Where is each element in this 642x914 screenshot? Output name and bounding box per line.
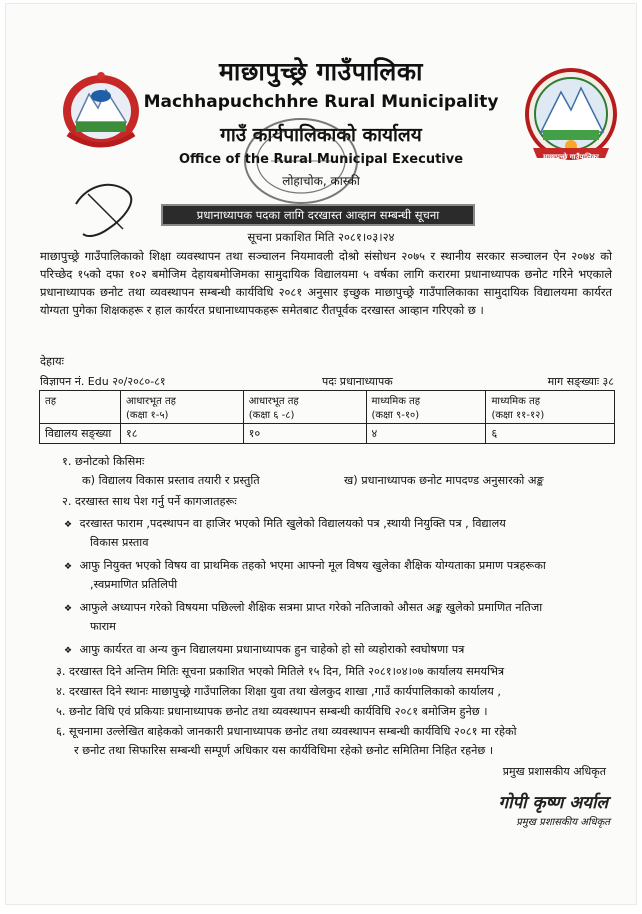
- table-row-label: विद्यालय सङ्ख्या: [40, 424, 121, 444]
- school-level-table: [39, 390, 615, 444]
- intro-paragraph: माछापुच्छ्रे गाउँपालिकाको शिक्षा व्यवस्थापन तथा सञ्चालन नियमावली दोश्रो संसोधन २०७५ र स्थानीय सरकार सञ्चालन ऐन २०७४ को परिच्छेद १५को दफा १०२ बमोजिम देहायबमोजिमका सामुदायिक विद्यालयमा ५ वर्षका लागि करारमा प्रधानाध्यापक छनोट गरिने भएकाले प्रधानाध्यापक छनोट तथा व्यवस्थापन सम्बन्धी कार्यविधि २०८१ अनुसार इच्छुक माछापुच्छ्रे गाउँपालिकाका सामुदायिक विद्यालयमा कार्यरत योग्यता पुगेका शिक्षकहरू र हाल कार्यरत प्रधानाध्यापकहरू समेतबाट रीतपूर्वक दरखास्त आव्हान गरिएको छ ।: [40, 249, 612, 317]
- list-item: ❖ आफु कार्यरत वा अन्य कुन विद्यालयमा प्रधानाध्यापक हुन चाहेको हो सो व्यहोराको स्वघोषणा पत्र: [64, 643, 465, 656]
- en-title: Machhapuchchhre Rural Municipality: [143, 92, 499, 112]
- list-item: ५. छनोट विधि एवं प्रकियाः प्रधानाध्यापक छनोट तथा व्यवस्थापन सम्बन्धी कार्यविधि २०८१ बमोजिम हुनेछ ।: [56, 705, 488, 718]
- signatory-title: प्रमुख प्रशासकीय अधिकृत: [502, 765, 606, 778]
- bullet-icon: ❖: [64, 604, 73, 614]
- en-office-title: Office of the Rural Municipal Executive: [178, 152, 464, 167]
- dehaya-label: देहायः: [40, 354, 64, 368]
- list-item: ❖ दरखास्त फाराम ,पदस्थापन वा हाजिर भएको मिति खुलेको विद्यालयको पत्र ,स्थायी नियुक्ति पत्र , विद्यालय: [64, 517, 506, 530]
- signatory-subtitle: प्रमुख प्रशासकीय अधिकृत: [516, 817, 610, 828]
- table-header-row: [40, 391, 615, 424]
- list-item: विकास प्रस्ताव: [90, 536, 149, 549]
- table-cell: ४: [366, 424, 486, 444]
- list-item: ❖ आफुले अध्यापन गरेको विषयमा पछिल्लो शैक्षिक सत्रमा प्राप्त गरेको नतिजाको औसत अङ्क खुलेको प्रमाणित नतिजा: [64, 601, 543, 614]
- notice-page: [6, 4, 636, 904]
- published-date: सूचना प्रकाशित मिति २०८१।०३।२४: [247, 230, 395, 244]
- list-item: फाराम: [90, 620, 116, 633]
- table-header-cell: माध्यमिक तह (कक्षा ११-१२): [486, 391, 615, 424]
- table-row: [40, 424, 615, 444]
- table-header-cell: आधारभूत तह (कक्षा ६ -८): [243, 391, 366, 424]
- list-item: ख) प्रधानाध्यापक छनोट मापदण्ड अनुसारको अङ्क: [344, 474, 544, 487]
- signatory-name: गोपी कृष्ण अर्याल: [498, 793, 608, 813]
- municipality-logo-caption: माछापुच्छ्रे गाउँपालिका: [543, 153, 599, 161]
- list-item: १. छनोटको किसिमः: [62, 455, 145, 468]
- advert-number: विज्ञापन नं. Edu २०/२०८०-८१: [40, 375, 166, 388]
- office-stamp-icon: [241, 114, 361, 209]
- advert-post: पदः प्रधानाध्यापक: [322, 375, 393, 388]
- table-header-cell: तह: [40, 391, 121, 424]
- bullet-icon: ❖: [64, 520, 73, 530]
- list-item: ,स्वप्रमाणित प्रतिलिपी: [90, 578, 178, 591]
- bullet-icon: ❖: [64, 562, 73, 572]
- table-cell: १०: [243, 424, 366, 444]
- list-item: ६. सूचनामा उल्लेखित बाहेकको जानकारी प्रधानाध्यापक छनोट तथा व्यवस्थापन सम्बन्धी कार्यविधि २०८१ मा रहेको: [56, 725, 517, 738]
- table-cell: ६: [486, 424, 615, 444]
- signature-block: [446, 764, 616, 854]
- list-item: २. दरखास्त साथ पेश गर्नु पर्ने कागजातहरूः: [62, 495, 237, 508]
- list-item: क) विद्यालय विकास प्रस्ताव तयारी र प्रस्तुति: [82, 474, 260, 487]
- table-header-cell: माध्यमिक तह (कक्षा ९-१०): [366, 391, 486, 424]
- np-title: माछापुच्छ्रे गाउँपालिका: [218, 57, 424, 86]
- address: लोहाचोक, कास्की: [282, 174, 360, 188]
- np-office-title: गाउँ कार्यपालिकाको कार्यालय: [220, 124, 422, 146]
- notice-title: प्रधानाध्यापक पदका लागि दरखास्त आव्हान सम्बन्धी सूचना: [161, 204, 475, 226]
- list-item: र छनोट तथा सिफारिस सम्बन्धी सम्पूर्ण अधिकार यस कार्यविधिमा रहेको छनोट समितिमा निहित रहनेछ ।: [74, 744, 494, 757]
- list-item: ४. दरखास्त दिने स्थानः माछापुच्छ्रे गाउँपालिका शिक्षा युवा तथा खेलकुद शाखा ,गाउँ कार्यपालिकाको कार्यालय ,: [56, 685, 502, 698]
- list-item: ❖ आफु नियुक्त भएको विषय वा प्राथमिक तहको भएमा आफ्नो मूल विषय खुलेका शैक्षिक योग्यताका प्रमाण पत्रहरूका: [64, 559, 546, 572]
- list-item: ३. दरखास्त दिने अन्तिम मितिः सूचना प्रकाशित भएको मितिले १५ दिन, मिति २०८१।०४।०७ कार्यालय समयभित्र: [56, 665, 505, 678]
- advert-demand: माग सङ्ख्याः ३८: [547, 375, 614, 388]
- bullet-icon: ❖: [64, 646, 73, 656]
- table-cell: १८: [121, 424, 244, 444]
- table-header-cell: आधारभूत तह (कक्षा १-५): [121, 391, 244, 424]
